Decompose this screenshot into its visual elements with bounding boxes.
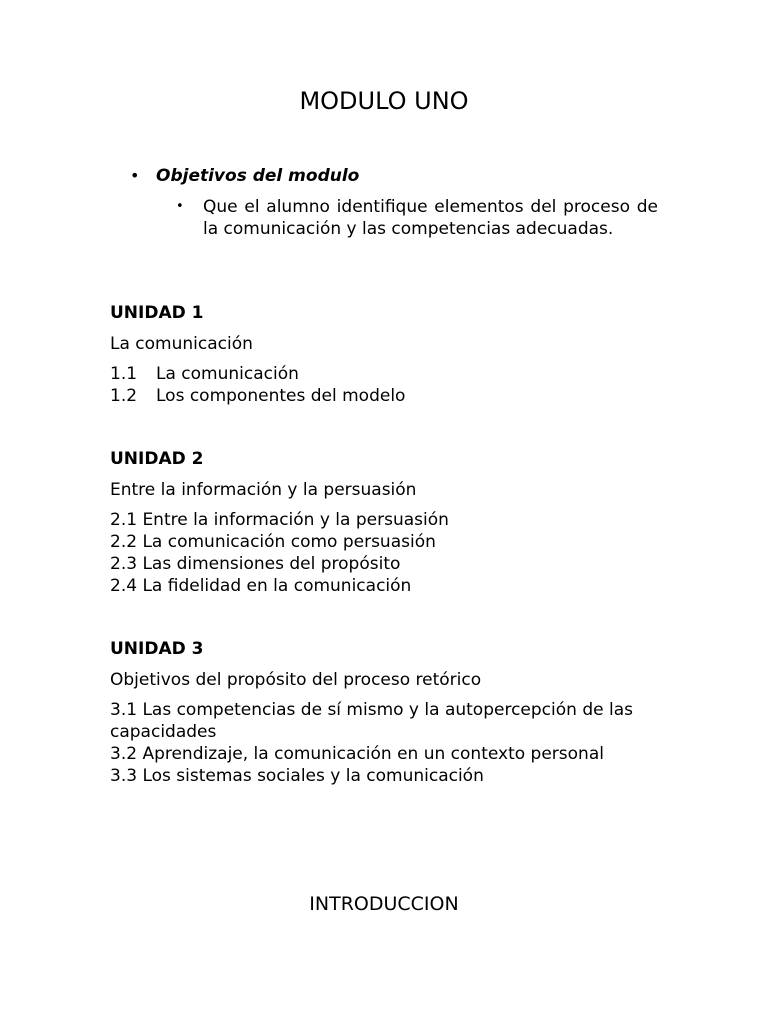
item-text: Los componentes del modelo <box>156 386 406 406</box>
objectives-text: Que el alumno identifique elementos del proceso de la comunicación y las competencias adecuadas. <box>203 197 658 239</box>
list-item: 2.2 La comunicación como persuasión <box>110 532 436 552</box>
introduction-title: INTRODUCCION <box>309 893 459 915</box>
list-item <box>110 363 670 385</box>
unit-subtitle: La comunicación <box>110 334 253 354</box>
list-item: 3.2 Aprendizaje, la comunicación en un contexto personal <box>110 744 604 764</box>
unit-heading: UNIDAD 1 <box>110 303 204 323</box>
unit-3-section <box>110 637 670 787</box>
list-item: 3.1 Las competencias de sí mismo y la autopercepción de las capacidades <box>110 700 633 742</box>
unit-2-section <box>110 447 670 597</box>
list-item <box>110 385 670 407</box>
unit-1-section <box>110 301 670 407</box>
item-number: 1.2 <box>110 386 138 406</box>
list-item: 2.1 Entre la información y la persuasión <box>110 510 449 530</box>
unit-heading: UNIDAD 2 <box>110 449 204 469</box>
unit-items <box>110 363 670 407</box>
module-title: MODULO UNO <box>299 87 469 115</box>
unit-subtitle: Objetivos del propósito del proceso retórico <box>110 670 482 690</box>
objectives-heading: Objetivos del modulo <box>156 166 360 186</box>
unit-items <box>110 699 670 787</box>
sub-bullet-icon: • <box>176 199 184 214</box>
unit-items <box>110 509 670 597</box>
item-number: 1.1 <box>110 364 138 384</box>
list-item: 2.4 La fidelidad en la comunicación <box>110 576 412 596</box>
bullet-icon: • <box>130 166 140 185</box>
unit-heading: UNIDAD 3 <box>110 639 204 659</box>
list-item: 2.3 Las dimensiones del propósito <box>110 554 401 574</box>
item-text: La comunicación <box>156 364 299 384</box>
list-item: 3.3 Los sistemas sociales y la comunicación <box>110 766 484 786</box>
unit-subtitle: Entre la información y la persuasión <box>110 480 417 500</box>
